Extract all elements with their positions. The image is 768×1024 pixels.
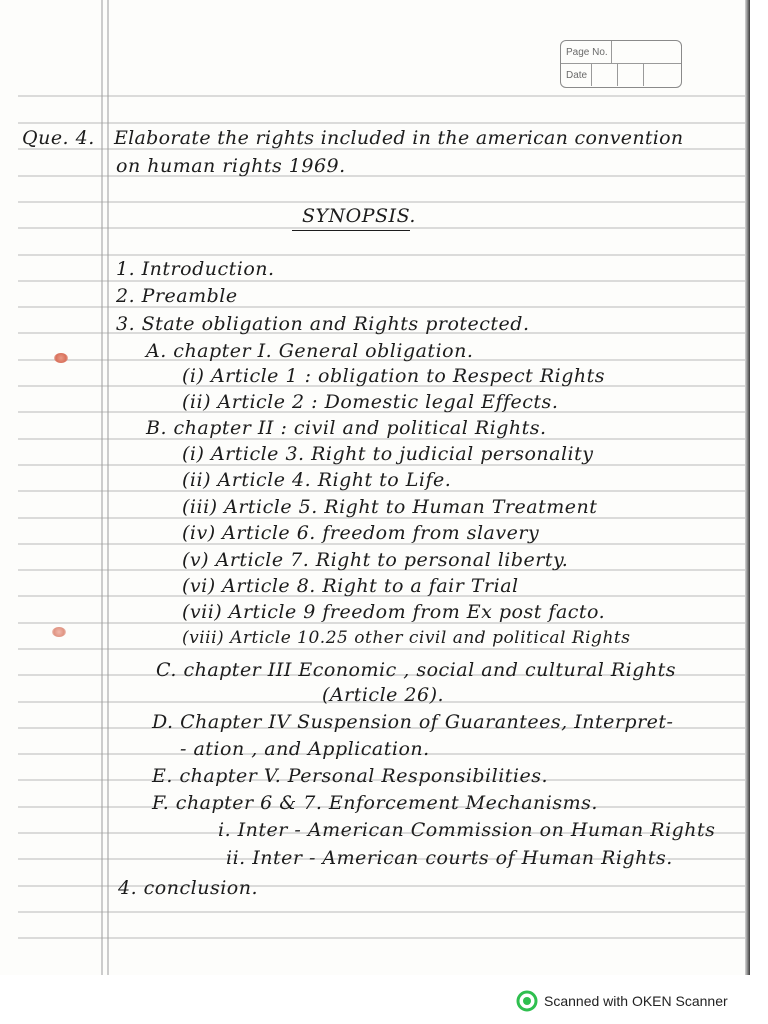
scanner-footer-text: Scanned with OKEN Scanner xyxy=(544,993,728,1009)
scanner-footer xyxy=(516,989,728,1013)
box-divider xyxy=(643,64,644,86)
binder-hole-mark xyxy=(54,353,68,363)
date-row xyxy=(561,64,681,86)
question-label: Que. 4. xyxy=(22,127,95,149)
synopsis-item: (ii) Article 4. Right to Life. xyxy=(182,469,452,491)
synopsis-item: 4. conclusion. xyxy=(118,877,258,899)
question-line-1: Elaborate the rights included in the american convention xyxy=(114,127,684,149)
synopsis-item: 3. State obligation and Rights protected. xyxy=(116,313,530,335)
synopsis-item: (v) Article 7. Right to personal liberty. xyxy=(182,549,569,571)
question-line-2: on human rights 1969. xyxy=(116,155,346,177)
page-number-row xyxy=(561,41,681,64)
synopsis-item: (i) Article 3. Right to judicial personality xyxy=(182,443,594,465)
synopsis-item: (ii) Article 2 : Domestic legal Effects. xyxy=(182,391,559,413)
synopsis-item: (iv) Article 6. freedom from slavery xyxy=(182,522,540,544)
box-divider xyxy=(617,64,618,86)
binder-hole-mark xyxy=(52,627,66,637)
notebook-spine xyxy=(745,0,750,975)
synopsis-item: E. chapter V. Personal Responsibilities. xyxy=(152,765,549,787)
synopsis-item: 1. Introduction. xyxy=(116,258,275,280)
synopsis-item: (vi) Article 8. Right to a fair Trial xyxy=(182,575,519,597)
synopsis-item: C. chapter III Economic , social and cultural Rights xyxy=(156,659,676,681)
synopsis-item: F. chapter 6 & 7. Enforcement Mechanisms. xyxy=(152,792,598,814)
box-divider xyxy=(591,64,592,86)
synopsis-item: (vii) Article 9 freedom from Ex post facto. xyxy=(182,601,606,623)
synopsis-item: 2. Preamble xyxy=(116,285,238,307)
synopsis-item: i. Inter - American Commission on Human Rights xyxy=(218,819,716,841)
synopsis-item: (iii) Article 5. Right to Human Treatment xyxy=(182,496,598,518)
synopsis-item: (viii) Article 10.25 other civil and political Rights xyxy=(182,628,631,648)
synopsis-item: (i) Article 1 : obligation to Respect Rights xyxy=(182,365,606,387)
synopsis-item: ii. Inter - American courts of Human Rights. xyxy=(226,847,673,869)
synopsis-item: B. chapter II : civil and political Rights. xyxy=(146,417,547,439)
synopsis-item: A. chapter I. General obligation. xyxy=(146,340,474,362)
box-divider xyxy=(611,41,612,63)
synopsis-item: D. Chapter IV Suspension of Guarantees, Interpret- xyxy=(152,711,674,733)
synopsis-heading: SYNOPSIS. xyxy=(302,205,416,227)
page-date-box xyxy=(560,40,682,88)
synopsis-item: (Article 26). xyxy=(322,684,445,706)
synopsis-item: - ation , and Application. xyxy=(180,738,430,760)
page-number-label: Page No. xyxy=(566,47,608,58)
oken-scanner-logo-icon xyxy=(516,990,538,1012)
date-label: Date xyxy=(566,70,588,81)
heading-underline xyxy=(292,230,410,231)
